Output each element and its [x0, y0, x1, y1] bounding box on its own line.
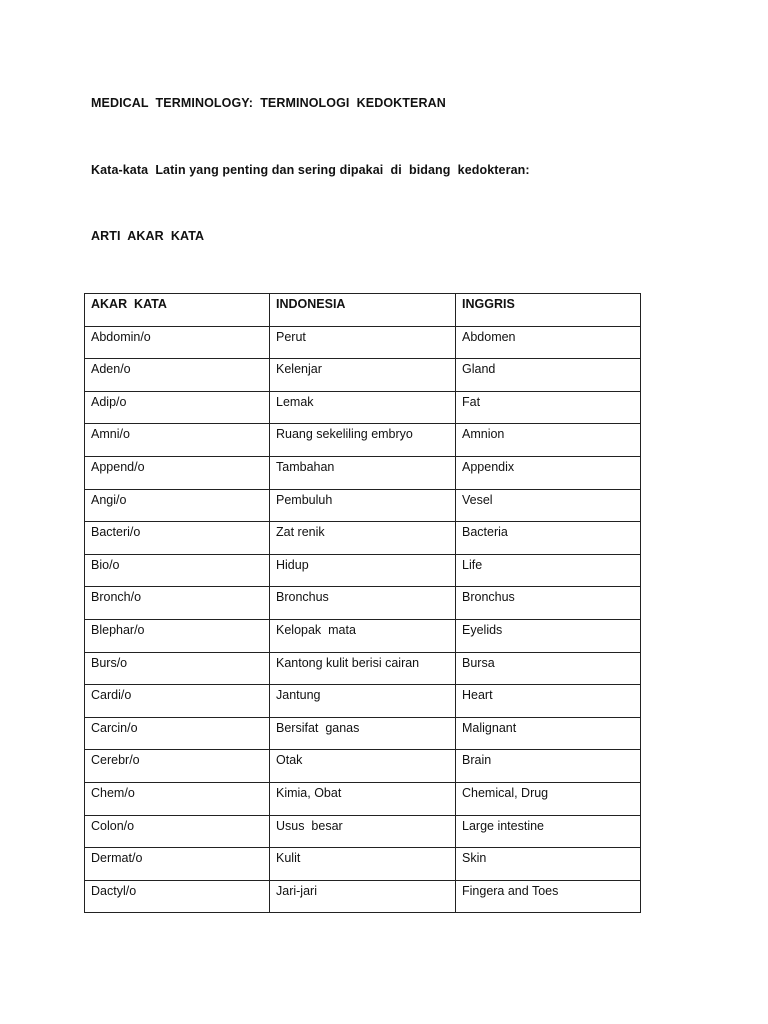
akar-kata-cell: Colon/o	[85, 815, 270, 848]
indonesia-cell: Kelopak mata	[270, 619, 456, 652]
inggris-cell: Life	[456, 554, 641, 587]
indonesia-cell: Jantung	[270, 685, 456, 718]
inggris-cell: Malignant	[456, 717, 641, 750]
table-row	[85, 815, 641, 848]
akar-kata-cell: Cerebr/o	[85, 750, 270, 783]
akar-kata-cell: Aden/o	[85, 359, 270, 392]
inggris-cell: Eyelids	[456, 619, 641, 652]
indonesia-cell: Tambahan	[270, 456, 456, 489]
akar-kata-cell: Carcin/o	[85, 717, 270, 750]
section-heading: ARTI AKAR KATA	[91, 229, 205, 243]
akar-kata-cell: Abdomin/o	[85, 326, 270, 359]
indonesia-cell: Kulit	[270, 848, 456, 881]
indonesia-cell: Bronchus	[270, 587, 456, 620]
table-row	[85, 717, 641, 750]
akar-kata-cell: Cardi/o	[85, 685, 270, 718]
inggris-cell: Appendix	[456, 456, 641, 489]
table-header-row	[85, 294, 641, 327]
inggris-cell: Fingera and Toes	[456, 880, 641, 913]
table-row	[85, 391, 641, 424]
table-row	[85, 880, 641, 913]
table-row	[85, 522, 641, 555]
indonesia-cell: Lemak	[270, 391, 456, 424]
inggris-cell: Bursa	[456, 652, 641, 685]
table-row	[85, 587, 641, 620]
akar-kata-cell: Chem/o	[85, 782, 270, 815]
inggris-cell: Abdomen	[456, 326, 641, 359]
document-title: MEDICAL TERMINOLOGY: TERMINOLOGI KEDOKTERAN	[91, 96, 446, 110]
akar-kata-cell: Adip/o	[85, 391, 270, 424]
indonesia-cell: Ruang sekeliling embryo	[270, 424, 456, 457]
akar-kata-cell: Append/o	[85, 456, 270, 489]
indonesia-cell: Kimia, Obat	[270, 782, 456, 815]
inggris-cell: Amnion	[456, 424, 641, 457]
akar-kata-cell: Bio/o	[85, 554, 270, 587]
indonesia-cell: Hidup	[270, 554, 456, 587]
table-row	[85, 489, 641, 522]
table-row	[85, 424, 641, 457]
table-row	[85, 782, 641, 815]
header-indonesia: INDONESIA	[270, 294, 456, 327]
indonesia-cell: Perut	[270, 326, 456, 359]
header-inggris: INGGRIS	[456, 294, 641, 327]
inggris-cell: Heart	[456, 685, 641, 718]
indonesia-cell: Kantong kulit berisi cairan	[270, 652, 456, 685]
akar-kata-cell: Burs/o	[85, 652, 270, 685]
indonesia-cell: Pembuluh	[270, 489, 456, 522]
table-row	[85, 685, 641, 718]
indonesia-cell: Kelenjar	[270, 359, 456, 392]
table-row	[85, 652, 641, 685]
akar-kata-cell: Blephar/o	[85, 619, 270, 652]
inggris-cell: Fat	[456, 391, 641, 424]
table-row	[85, 456, 641, 489]
inggris-cell: Bronchus	[456, 587, 641, 620]
table-row	[85, 554, 641, 587]
table-row	[85, 619, 641, 652]
akar-kata-cell: Dactyl/o	[85, 880, 270, 913]
intro-text: Kata-kata Latin yang penting dan sering dipakai di bidang kedokteran:	[91, 163, 530, 177]
akar-kata-cell: Angi/o	[85, 489, 270, 522]
inggris-cell: Brain	[456, 750, 641, 783]
inggris-cell: Gland	[456, 359, 641, 392]
inggris-cell: Chemical, Drug	[456, 782, 641, 815]
root-word-table	[84, 293, 641, 913]
inggris-cell: Bacteria	[456, 522, 641, 555]
table-row	[85, 359, 641, 392]
table-row	[85, 750, 641, 783]
akar-kata-cell: Bacteri/o	[85, 522, 270, 555]
header-akar-kata: AKAR KATA	[85, 294, 270, 327]
indonesia-cell: Jari-jari	[270, 880, 456, 913]
akar-kata-cell: Dermat/o	[85, 848, 270, 881]
indonesia-cell: Bersifat ganas	[270, 717, 456, 750]
inggris-cell: Vesel	[456, 489, 641, 522]
inggris-cell: Skin	[456, 848, 641, 881]
indonesia-cell: Zat renik	[270, 522, 456, 555]
indonesia-cell: Usus besar	[270, 815, 456, 848]
table-row	[85, 848, 641, 881]
indonesia-cell: Otak	[270, 750, 456, 783]
akar-kata-cell: Amni/o	[85, 424, 270, 457]
table-row	[85, 326, 641, 359]
inggris-cell: Large intestine	[456, 815, 641, 848]
akar-kata-cell: Bronch/o	[85, 587, 270, 620]
